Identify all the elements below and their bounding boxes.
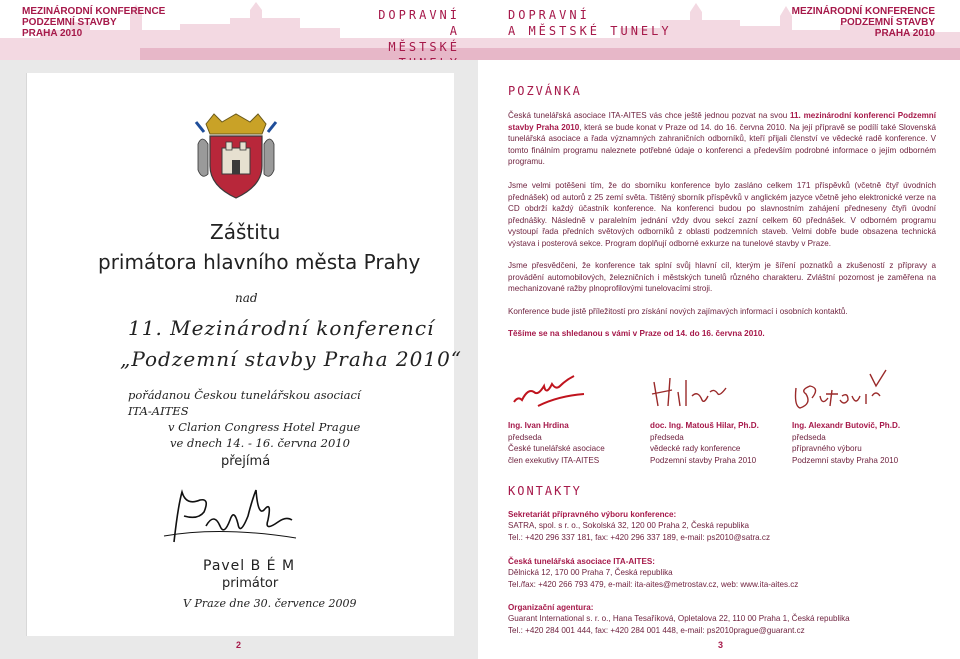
certificate-nad: nad <box>235 291 258 305</box>
contact-block-agency: Organizační agentura: Guarant International s. r. o., Hana Tesaříková, Opletalova 22, 110 00 Praha 1, Česká republika Tel.: +420 284 001 444, fax: +420 284 001 448, e-mail: ps2010prague@guarant.cz <box>508 603 850 635</box>
signature-hrdina <box>508 366 588 412</box>
mayor-signature <box>160 486 300 552</box>
header-conference-title-left: MEZINÁRODNÍ KONFERENCE PODZEMNÍ STAVBY PRAHA 2010 <box>22 6 166 39</box>
invitation-paragraph-2: Jsme velmi potěšeni tím, že do sborníku konference bylo zasláno celkem 171 příspěvků (včetně čtyř úvodních přednášek) od autorů z 25 zemí světa. Tištěný sborník příspěvků v anglickém jazyce včetně jeho elektronické verze na CD obdrží každý účastník konference. Na konferenci budou po slavnostním zahájení předneseny čtyři úvodní přednášky. Následně v paralelním jednání vždy dvou sekcí zazní celkem 60 přednášek. V odborném programu vystoupí řada předních světových odborníků z oblasti podzemních staveb. Velmi dobře bude obsazena technická výstava i posterová sekce. Program doplňují odborné exkurze na tunelové stavby v Praze. <box>508 181 936 248</box>
signature-butovic <box>790 366 890 416</box>
certificate-venue: v Clarion Congress Hotel Prague <box>168 420 361 434</box>
header-logo-right: DOPRAVNÍ A MĚSTSKÉ TUNELY <box>508 8 672 38</box>
contacts-title: KONTAKTY <box>508 484 582 498</box>
certificate-sign-date: V Praze dne 30. července 2009 <box>183 597 357 610</box>
certificate-dates: ve dnech 14. - 16. června 2010 <box>170 436 350 450</box>
certificate-organizer-block <box>128 387 388 451</box>
contact-block-secretariat: Sekretariát přípravného výboru konference: SATRA, spol. s r. o., Sokolská 32, 120 00 Praha 2, Česká republika Tel.: +420 296 337 181, fax: +420 296 337 189, e-mail: ps2010@satra.cz <box>508 510 770 542</box>
header-logo-left: DOPRAVNÍ A MĚSTSKÉ <box>378 8 460 54</box>
certificate-conference-name: „Podzemní stavby Praha 2010“ <box>120 347 463 371</box>
certificate-takes: přejímá <box>221 454 271 469</box>
page-header <box>0 0 960 60</box>
invitation-paragraph-1: Česká tunelářská asociace ITA-AITES vás chce ještě jednou pozvat na svou 11. mezinárodní konferenci Podzemní stavby Praha 2010, která se bude konat v Praze od 14. do 16. června 2010. Na její přípravě se podílí také Slovenská tunelářská asociace a řada významných zahraničních odborníků, kteří přijali členství ve vědecké radě konference. V tomto finálním programu naleznete potřebné údaje o konferenci a především podrobné informace o jejím odborném programu. <box>508 111 936 167</box>
page-number-left: 2 <box>236 640 242 650</box>
header-conference-title-right: MEZINÁRODNÍ KONFERENCE PODZEMNÍ STAVBY PRAHA 2010 <box>791 6 935 39</box>
signer-butovic: Ing. Alexandr Butovič, Ph.D. předseda přípravného výboru Podzemní stavby Praha 2010 <box>792 421 901 465</box>
prague-coat-of-arms-icon <box>196 114 276 200</box>
certificate-heading: Záštitu <box>210 220 281 244</box>
contact-block-association: Česká tunelářská asociace ITA-AITES: Dělnická 12, 170 00 Praha 7, Česká republika Tel./fax: +420 266 793 479, e-mail: ita-aites@metrostav.cz, web: www.ita-aites.cz <box>508 557 799 589</box>
invitation-paragraph-4: Konference bude jistě příležitostí pro získání nových zajímavých informací i osobních kontaktů. <box>508 307 848 316</box>
certificate-conference: 11. Mezinárodní konferencí <box>128 316 435 340</box>
certificate-subheading: primátora hlavního města Prahy <box>98 250 421 274</box>
invitation-closing: Těšíme se na shledanou s vámi v Praze od 14. do 16. června 2010. <box>508 329 765 338</box>
invitation-title: POZVÁNKA <box>508 84 582 98</box>
page-number-right: 3 <box>718 640 724 650</box>
signature-hilar <box>650 366 730 412</box>
invitation-paragraph-3: Jsme přesvědčeni, že konference tak splní svůj hlavní cíl, kterým je šíření poznatků a zkušeností z přípravy a provádění automobilových, železničních i městských tunelů různého charakteru. Zvláštní pozornost je zaměřena na mechanizované ražby plnoprofilovými tunelovacími stroji. <box>508 261 936 294</box>
certificate-signer-title: primátor <box>222 576 279 591</box>
certificate-organized-by: pořádanou Českou tunelářskou asociací ITA-AITES <box>128 388 361 418</box>
certificate-signer-name: Pavel B É M <box>203 558 296 574</box>
signer-hrdina: Ing. Ivan Hrdina předseda České tunelářské asociace člen exekutivy ITA-AITES <box>508 421 605 465</box>
signer-hilar: doc. Ing. Matouš Hilar, Ph.D. předseda vědecké rady konference Podzemní stavby Praha 2010 <box>650 421 759 465</box>
